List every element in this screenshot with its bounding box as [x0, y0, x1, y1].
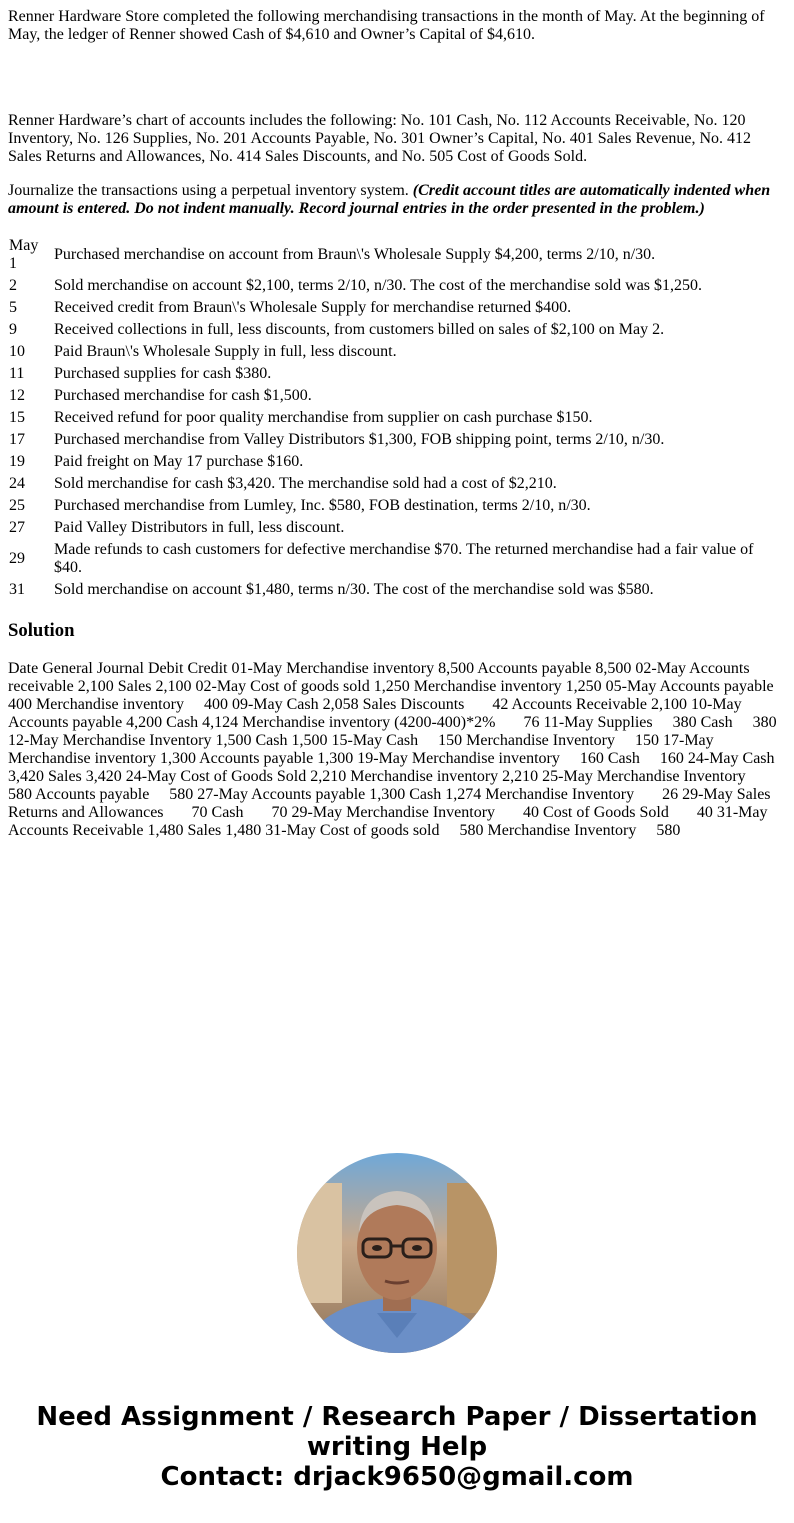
transaction-description: Received credit from Braun\'s Wholesale Supply for merchandise returned $400.	[54, 299, 572, 316]
transaction-row	[8, 518, 780, 538]
transaction-description: Purchased supplies for cash $380.	[54, 365, 272, 382]
transaction-description: Made refunds to cash customers for defective merchandise $70. The returned merchandise had a fair value of $40.	[54, 541, 754, 576]
transaction-description: Sold merchandise on account $2,100, terms 2/10, n/30. The cost of the merchandise sold was $1,250.	[54, 277, 703, 294]
transaction-description: Purchased merchandise on account from Braun\'s Wholesale Supply $4,200, terms 2/10, n/30.	[54, 246, 656, 263]
transaction-date: 29	[9, 550, 25, 567]
document-body	[8, 8, 794, 840]
banner-contact: Contact: drjack9650@gmail.com	[160, 1462, 634, 1492]
transaction-row	[8, 342, 780, 362]
solution-heading: Solution	[8, 620, 75, 641]
transaction-description: Sold merchandise on account $1,480, terms n/30. The cost of the merchandise sold was $580.	[54, 581, 654, 598]
transaction-row	[8, 408, 780, 428]
banner-line-2: writing Help	[306, 1432, 488, 1462]
intro-paragraph: Renner Hardware Store completed the following merchandising transactions in the month of May. At the beginning of May, the ledger of Renner showed Cash of $4,610 and Owner’s Capital of $4,610.	[8, 8, 765, 43]
transaction-row	[8, 298, 780, 318]
transaction-date: 9	[9, 321, 17, 338]
transaction-date: 5	[9, 299, 17, 316]
instructions-emphasis: (Credit account titles are automatically indented when amount is entered. Do not indent manually. Record journal entries in the order presented in the problem.)	[8, 182, 771, 217]
transaction-date: 17	[9, 431, 25, 448]
transaction-date: 19	[9, 453, 25, 470]
transaction-description: Purchased merchandise from Valley Distributors $1,300, FOB shipping point, terms 2/10, n/30.	[54, 431, 665, 448]
transaction-date: 31	[9, 581, 25, 598]
transaction-description: Purchased merchandise from Lumley, Inc. $580, FOB destination, terms 2/10, n/30.	[54, 497, 591, 514]
transaction-description: Purchased merchandise for cash $1,500.	[54, 387, 312, 404]
transaction-row	[8, 386, 780, 406]
transaction-row	[8, 430, 780, 450]
transaction-description: Received collections in full, less discounts, from customers billed on sales of $2,100 on May 2.	[54, 321, 665, 338]
promo-banner	[0, 1402, 794, 1492]
instructions-text: Journalize the transactions using a perpetual inventory system.	[8, 182, 413, 199]
banner-line-1: Need Assignment / Research Paper / Dissertation	[36, 1402, 758, 1432]
solution-text: Date General Journal Debit Credit 01-May Merchandise inventory 8,500 Accounts payable 8,500 02-May Accounts receivable 2,100 Sales 2,100 02-May Cost of goods sold 1,250 Merchandise inventory 1,250 05-May Accounts payable 400 Merchandise inventory 400 09-May Cash 2,058 Sales Discounts 42 Accounts Receivable 2,100 10-May Accounts payable 4,200 Cash 4,124 Merchandise inventory (4200-400)*2% 76 11-May Supplies 380 Cash 380 12-May Merchandise Inventory 1,500 Cash 1,500 15-May Cash 150 Merchandise Inventory 150 17-May Merchandise inventory 1,300 Accounts payable 1,300 19-May Merchandise inventory 160 Cash 160 24-May Cash 3,420 Sales 3,420 24-May Cost of Goods Sold 2,210 Merchandise inventory 2,210 25-May Merchandise Inventory 580 Accounts payable 580 27-May Accounts payable 1,300 Cash 1,274 Merchandise Inventory 26 29-May Sales Returns and Allowances 70 Cash 70 29-May Merchandise Inventory 40 Cost of Goods Sold 40 31-May Accounts Receivable 1,480 Sales 1,480 31-May Cost of goods sold 580 Merchandise Inventory 580	[8, 660, 794, 839]
transaction-description: Sold merchandise for cash $3,420. The merchandise sold had a cost of $2,210.	[54, 475, 557, 492]
transaction-description: Paid freight on May 17 purchase $160.	[54, 453, 304, 470]
transactions-table	[6, 234, 782, 602]
transaction-description: Received refund for poor quality merchandise from supplier on cash purchase $150.	[54, 409, 593, 426]
transaction-date: 24	[9, 475, 25, 492]
transaction-row	[8, 496, 780, 516]
person-portrait-icon	[297, 1153, 497, 1353]
transaction-date: 2	[9, 277, 17, 294]
transaction-row	[8, 474, 780, 494]
transaction-date: 12	[9, 387, 25, 404]
transaction-description: Paid Valley Distributors in full, less discount.	[54, 519, 345, 536]
transaction-date: 11	[9, 365, 25, 382]
transaction-description: Paid Braun\'s Wholesale Supply in full, less discount.	[54, 343, 397, 360]
transaction-date: 25	[9, 497, 25, 514]
transaction-row	[8, 580, 780, 600]
chart-of-accounts-paragraph: Renner Hardware’s chart of accounts includes the following: No. 101 Cash, No. 112 Accounts Receivable, No. 120 Inventory, No. 126 Supplies, No. 201 Accounts Payable, No. 301 Owner’s Capital, No. 401 Sales Revenue, No. 412 Sales Returns and Allowances, No. 414 Sales Discounts, and No. 505 Cost of Goods Sold.	[8, 112, 752, 165]
transaction-row	[8, 452, 780, 472]
author-photo	[297, 1153, 497, 1353]
transaction-date: May 1	[9, 237, 39, 272]
transaction-row	[8, 540, 780, 578]
transaction-row	[8, 236, 780, 274]
spacer	[8, 60, 786, 96]
transaction-row	[8, 276, 780, 296]
transaction-row	[8, 364, 780, 384]
transaction-date: 10	[9, 343, 25, 360]
transaction-row	[8, 320, 780, 340]
transaction-date: 15	[9, 409, 25, 426]
transaction-date: 27	[9, 519, 25, 536]
instructions-paragraph	[8, 182, 786, 218]
